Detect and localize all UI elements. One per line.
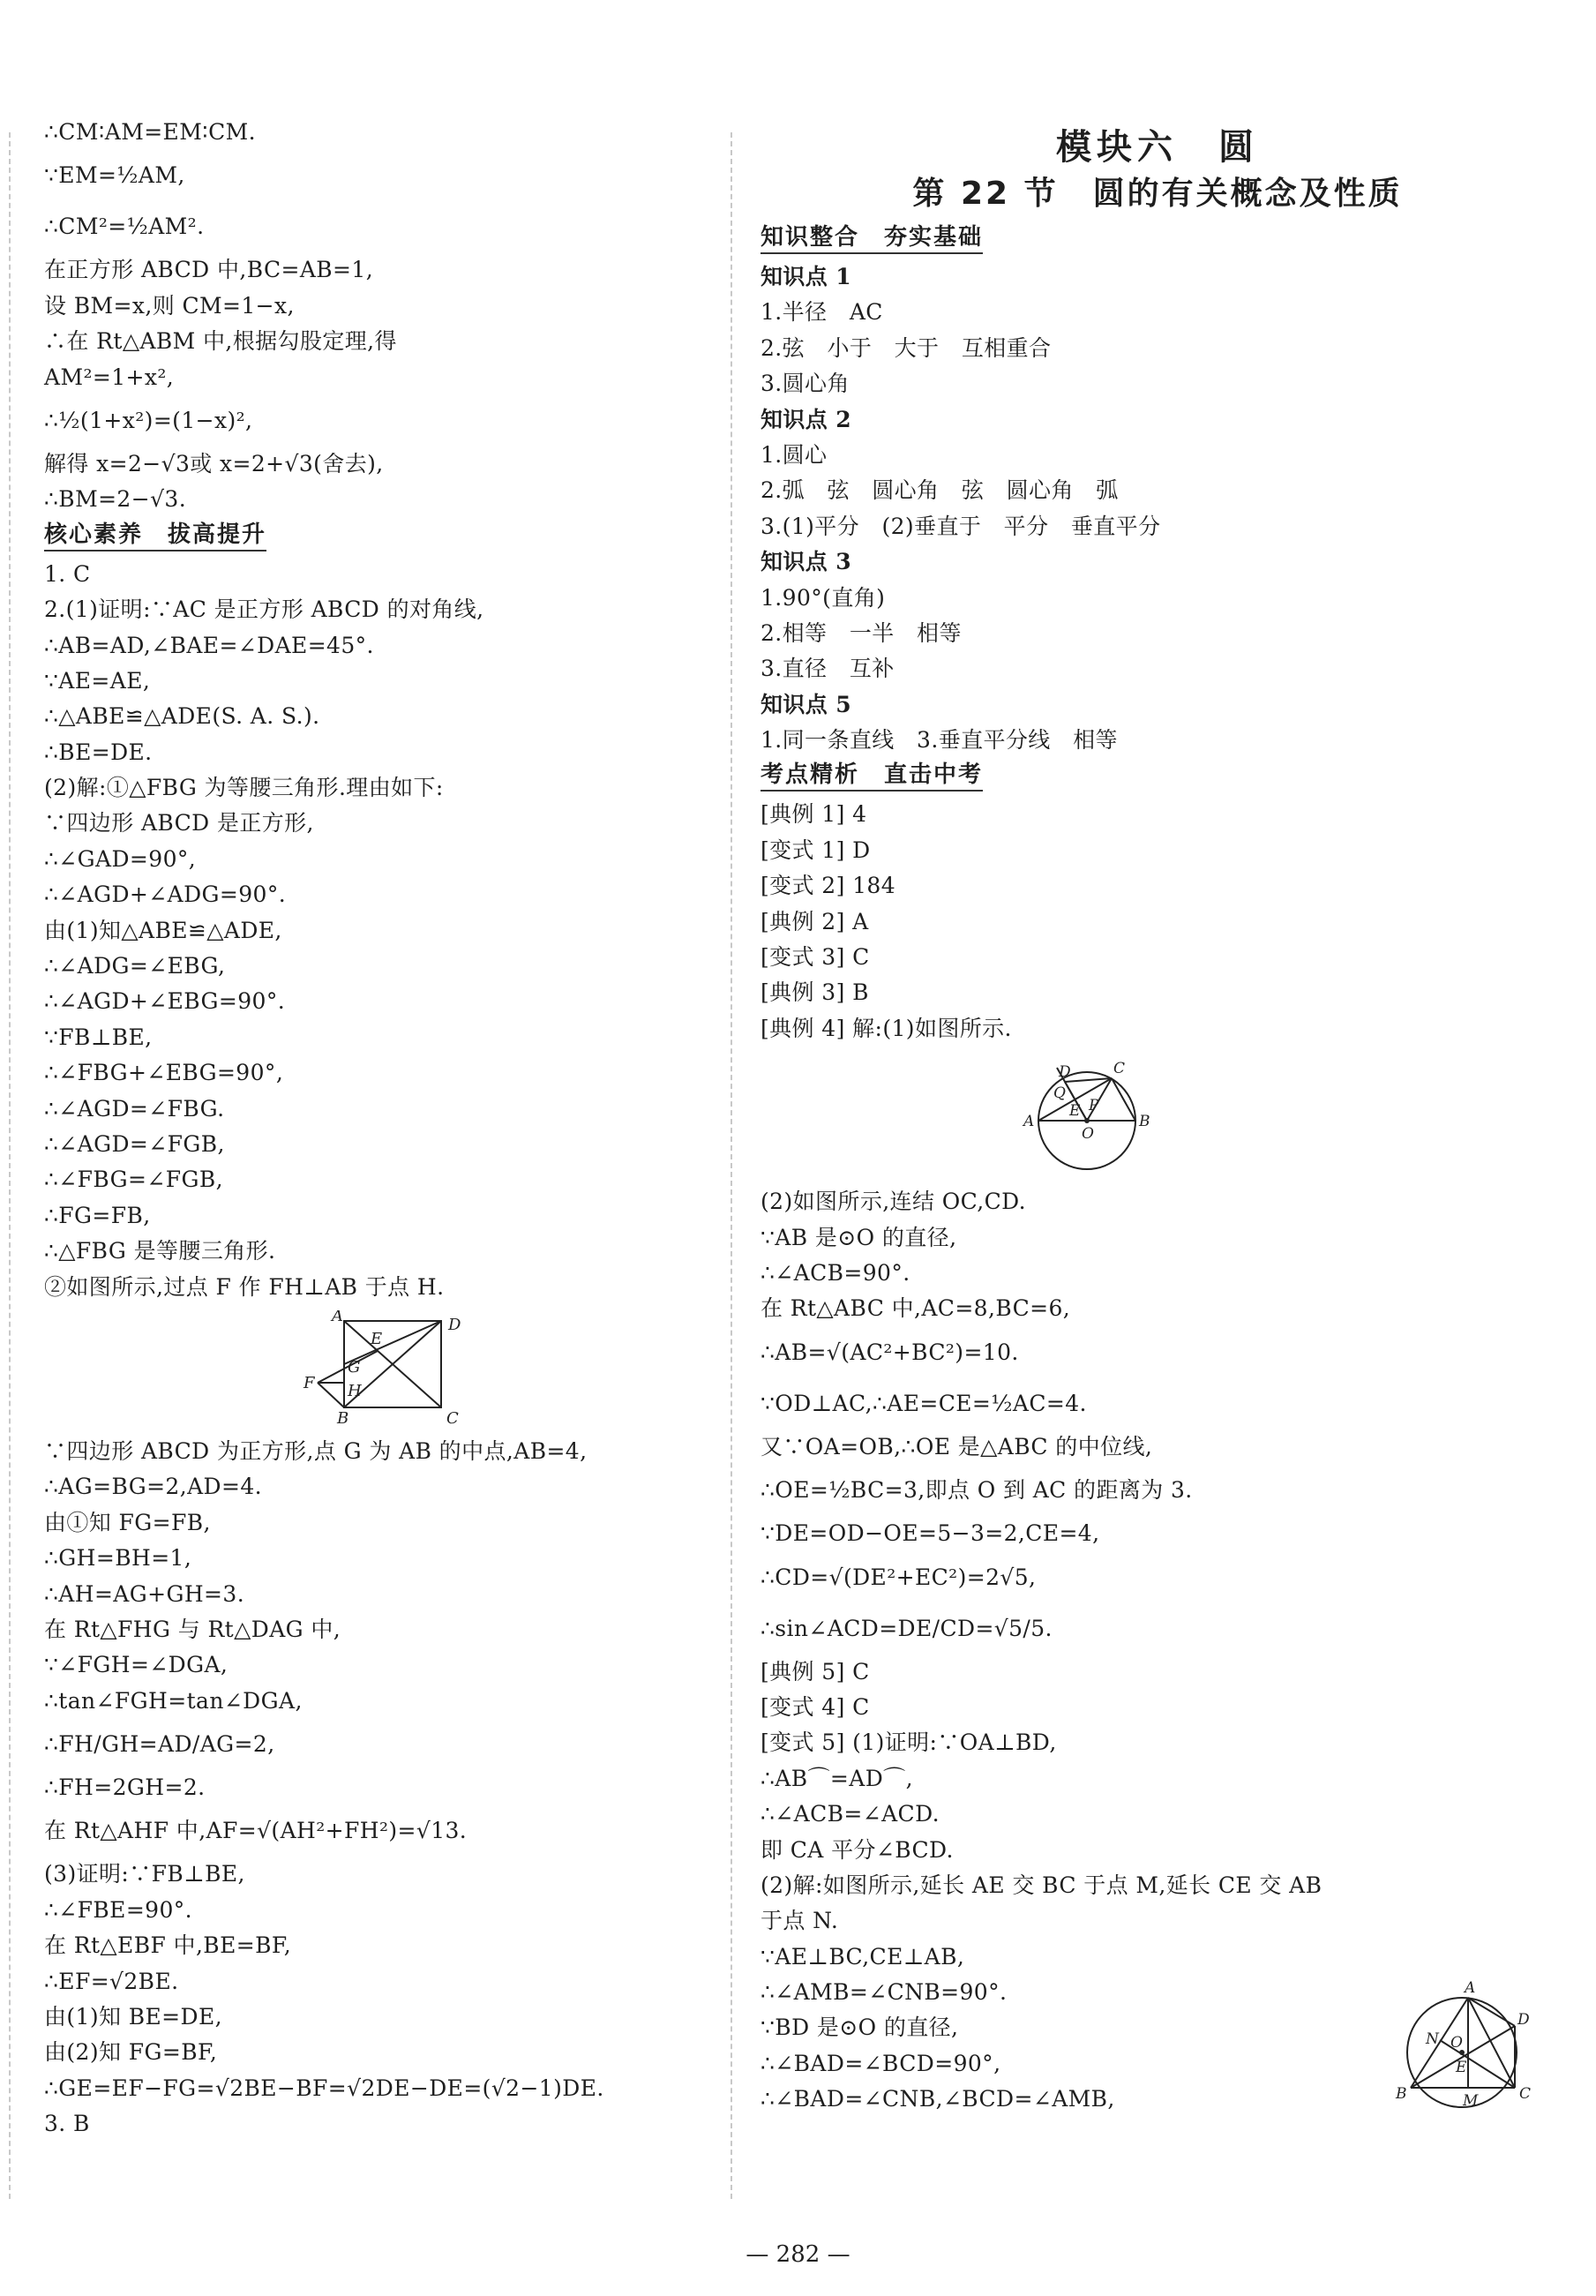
text-line: [典例 5] C: [761, 1658, 870, 1684]
section-header-core: 核心素养 拔高提升: [44, 520, 266, 551]
text-line: 在 Rt△ABC 中,AC=8,BC=6,: [761, 1295, 1071, 1322]
right-column: [761, 124, 1555, 2118]
text-line: ∵∠FGH=∠DGA,: [44, 1652, 229, 1678]
circle-figure-1: [761, 1052, 1555, 1179]
text-line: 2.相等 一半 相等: [761, 619, 962, 646]
text-line: 3. B: [44, 2111, 90, 2137]
text-line: ∴在 Rt△ABM 中,根据勾股定理,得: [44, 328, 397, 355]
text-line: ∴∠GAD=90°,: [44, 845, 197, 872]
text-line: ∴AH=AG+GH=3.: [44, 1580, 245, 1607]
text-line: 1. C: [44, 560, 91, 587]
circle-diagram-2: [1387, 1973, 1537, 2123]
label-h: H: [348, 1381, 362, 1400]
text-line: AM²=1+x²,: [44, 364, 175, 390]
text-line: ∴∠AGD+∠ADG=90°.: [44, 882, 287, 908]
text-line: ∴AB=AD,∠BAE=∠DAE=45°.: [44, 632, 374, 658]
label-b: B: [1396, 2084, 1407, 2103]
module-title: 模块六 圆: [1056, 127, 1259, 168]
text-line: [典例 1] 4: [761, 801, 867, 828]
label-f: F: [303, 1373, 315, 1392]
text-line: 知识点 3: [761, 549, 852, 575]
circle-figure-2: [1387, 1973, 1537, 2127]
text-line: 在 Rt△FHG 与 Rt△DAG 中,: [44, 1616, 341, 1642]
text-line: ∴△ABE≌△ADE(S. A. S.).: [44, 703, 320, 730]
text-line: ∴∠FBG=∠FGB,: [44, 1167, 223, 1193]
text-line: ∵AB 是⊙O 的直径,: [761, 1224, 957, 1250]
label-a: A: [332, 1309, 343, 1325]
square-figure: [44, 1310, 723, 1429]
text-line: 1.半径 AC: [761, 299, 883, 326]
text-line: 于点 N.: [761, 1908, 839, 1934]
label-d: D: [448, 1315, 461, 1334]
text-line: [典例 4] 解:(1)如图所示.: [761, 1015, 1012, 1041]
text-line: ∴AB=√(AC²+BC²)=10.: [761, 1339, 1019, 1365]
text-line: ∴GE=EF−FG=√2BE−BF=√2DE−DE=(√2−1)DE.: [44, 2075, 604, 2101]
text-line: ∴OE=½BC=3,即点 O 到 AC 的距离为 3.: [761, 1477, 1193, 1504]
text-line: ∴∠BAD=∠BCD=90°,: [761, 2050, 1001, 2076]
text-line: ∴EF=√2BE.: [44, 1968, 179, 1994]
text-line: ∵EM=½AM,: [44, 162, 185, 189]
label-d: D: [1059, 1063, 1071, 1082]
text-line: (2)解:如图所示,延长 AE 交 BC 于点 M,延长 CE 交 AB: [761, 1872, 1323, 1898]
text-line: 3.直径 互补: [761, 656, 895, 682]
page-number: — 282 —: [746, 2241, 850, 2268]
text-line: ∴AG=BG=2,AD=4.: [44, 1474, 262, 1500]
section-title: 第 22 节 圆的有关概念及性质: [912, 176, 1403, 212]
text-line: 2.弦 小于 大于 互相重合: [761, 334, 1052, 361]
label-o: O: [1450, 2033, 1463, 2052]
label-c: C: [1519, 2084, 1532, 2103]
text-line: 1.同一条直线 3.垂直平分线 相等: [761, 727, 1118, 754]
label-b: B: [337, 1408, 349, 1425]
text-line: ∴CM²=½AM².: [44, 214, 205, 240]
square-diagram: [282, 1310, 512, 1425]
text-line: ②如图所示,过点 F 作 FH⊥AB 于点 H.: [44, 1273, 445, 1300]
label-q: Q: [1053, 1084, 1066, 1103]
label-g: G: [348, 1357, 361, 1377]
label-e: E: [1069, 1102, 1081, 1121]
label-c: C: [446, 1408, 459, 1425]
text-line: ∴FH=2GH=2.: [44, 1775, 206, 1801]
text-line: [典例 2] A: [761, 908, 869, 934]
text-line: ∴BE=DE.: [44, 739, 153, 765]
text-line: ∴∠AGD+∠EBG=90°.: [44, 988, 286, 1015]
text-line: 3.(1)平分 (2)垂直于 平分 垂直平分: [761, 513, 1161, 539]
label-p: P: [1089, 1097, 1099, 1115]
section-header-knowledge: 知识整合 夯实基础: [761, 222, 983, 254]
text-line: 2.弧 弦 圆心角 弦 圆心角 弧: [761, 477, 1119, 504]
text-line: ∴GH=BH=1,: [44, 1545, 192, 1572]
text-line: ∴BM=2−√3.: [44, 486, 187, 513]
text-line: (3)证明:∵FB⊥BE,: [44, 1861, 245, 1887]
text-line: ∴FG=FB,: [44, 1202, 151, 1228]
text-line: ∴△FBG 是等腰三角形.: [44, 1238, 276, 1264]
text-line: (2)解:①△FBG 为等腰三角形.理由如下:: [44, 775, 444, 801]
text-line: ∴FH/GH=AD/AG=2,: [44, 1731, 275, 1758]
text-line: ∵AE⊥BC,CE⊥AB,: [761, 1943, 965, 1970]
label-m: M: [1463, 2091, 1479, 2110]
circle-diagram-1: [999, 1052, 1175, 1175]
label-b: B: [1139, 1113, 1150, 1131]
column-divider-left: [9, 132, 11, 2199]
text-line: ∴∠FBG+∠EBG=90°,: [44, 1060, 284, 1086]
text-line: ∴∠BAD=∠CNB,∠BCD=∠AMB,: [761, 2086, 1115, 2112]
text-line: 又∵OA=OB,∴OE 是△ABC 的中位线,: [761, 1433, 1153, 1459]
text-line: ∴∠ACB=90°.: [761, 1259, 910, 1286]
text-line: ∵四边形 ABCD 是正方形,: [44, 810, 314, 837]
text-line: [变式 2] 184: [761, 873, 896, 899]
text-line: 知识点 2: [761, 406, 852, 432]
core-answers: [44, 557, 723, 1305]
text-line: 知识点 1: [761, 264, 852, 289]
label-e: E: [1456, 2058, 1467, 2076]
text-line: 即 CA 平分∠BCD.: [761, 1836, 954, 1863]
label-d: D: [1517, 2010, 1530, 2029]
solution-continuation: [44, 115, 723, 518]
label-n: N: [1426, 2030, 1439, 2048]
column-divider-center: [731, 132, 732, 2199]
text-line: ∴∠ADG=∠EBG,: [44, 953, 226, 979]
label-c: C: [1113, 1060, 1126, 1078]
text-line: 解得 x=2−√3或 x=2+√3(舍去),: [44, 450, 384, 476]
text-line: ∴CM∶AM=EM∶CM.: [44, 119, 256, 145]
text-line: ∴∠AMB=∠CNB=90°.: [761, 1979, 1008, 2006]
section-header-exam: 考点精析 直击中考: [761, 760, 983, 792]
text-line: ∵FB⊥BE,: [44, 1024, 153, 1050]
text-line: ∵OD⊥AC,∴AE=CE=½AC=4.: [761, 1390, 1087, 1416]
text-line: 由(1)知 BE=DE,: [44, 2004, 222, 2030]
text-line: ∴∠AGD=∠FBG.: [44, 1095, 225, 1122]
text-line: 知识点 5: [761, 691, 852, 717]
left-column: [44, 115, 723, 2142]
text-line: 1.90°(直角): [761, 584, 886, 611]
text-line: [变式 3] C: [761, 944, 870, 971]
label-a: A: [1465, 1978, 1476, 1997]
text-line: 设 BM=x,则 CM=1−x,: [44, 292, 295, 319]
text-line: [变式 1] D: [761, 837, 871, 863]
text-line: 3.圆心角: [761, 371, 850, 397]
text-line: ∴∠FBE=90°.: [44, 1896, 193, 1923]
text-line: ∴CD=√(DE²+EC²)=2√5,: [761, 1564, 1037, 1590]
text-line: 由①知 FG=FB,: [44, 1509, 211, 1535]
label-e: E: [371, 1329, 383, 1348]
solution-part-2-3: [44, 1434, 723, 2142]
text-line: [变式 5] (1)证明:∵OA⊥BD,: [761, 1730, 1057, 1756]
text-line: 在 Rt△AHF 中,AF=√(AH²+FH²)=√13.: [44, 1818, 468, 1844]
text-line: ∴½(1+x²)=(1−x)²,: [44, 407, 253, 433]
text-line: [典例 3] B: [761, 979, 869, 1006]
text-line: (2)如图所示,连结 OC,CD.: [761, 1189, 1027, 1215]
knowledge-answers: [761, 259, 1555, 758]
text-line: 1.圆心: [761, 441, 828, 468]
text-line: ∵DE=OD−OE=5−3=2,CE=4,: [761, 1520, 1100, 1547]
text-line: 由(2)知 FG=BF,: [44, 2039, 218, 2066]
text-line: 由(1)知△ABE≌△ADE,: [44, 917, 282, 943]
text-line: 在正方形 ABCD 中,BC=AB=1,: [44, 257, 374, 283]
text-line: 在 Rt△EBF 中,BE=BF,: [44, 1932, 292, 1959]
label-a: A: [1023, 1113, 1035, 1131]
text-line: ∴∠ACB=∠ACD.: [761, 1801, 940, 1827]
label-o: O: [1082, 1125, 1094, 1144]
text-line: ∵AE=AE,: [44, 667, 151, 694]
text-line: ∴AB⌒=AD⌒,: [761, 1765, 913, 1791]
text-line: ∴∠AGD=∠FGB,: [44, 1130, 225, 1157]
exam-answers: [761, 797, 1555, 1047]
text-line: ∴sin∠ACD=DE/CD=√5/5.: [761, 1615, 1053, 1641]
text-line: [变式 4] C: [761, 1693, 870, 1720]
text-line: ∵四边形 ABCD 为正方形,点 G 为 AB 的中点,AB=4,: [44, 1437, 588, 1464]
text-line: ∵BD 是⊙O 的直径,: [761, 2015, 959, 2041]
text-line: ∴tan∠FGH=tan∠DGA,: [44, 1687, 303, 1714]
text-line: 2.(1)证明:∵AC 是正方形 ABCD 的对角线,: [44, 597, 484, 623]
